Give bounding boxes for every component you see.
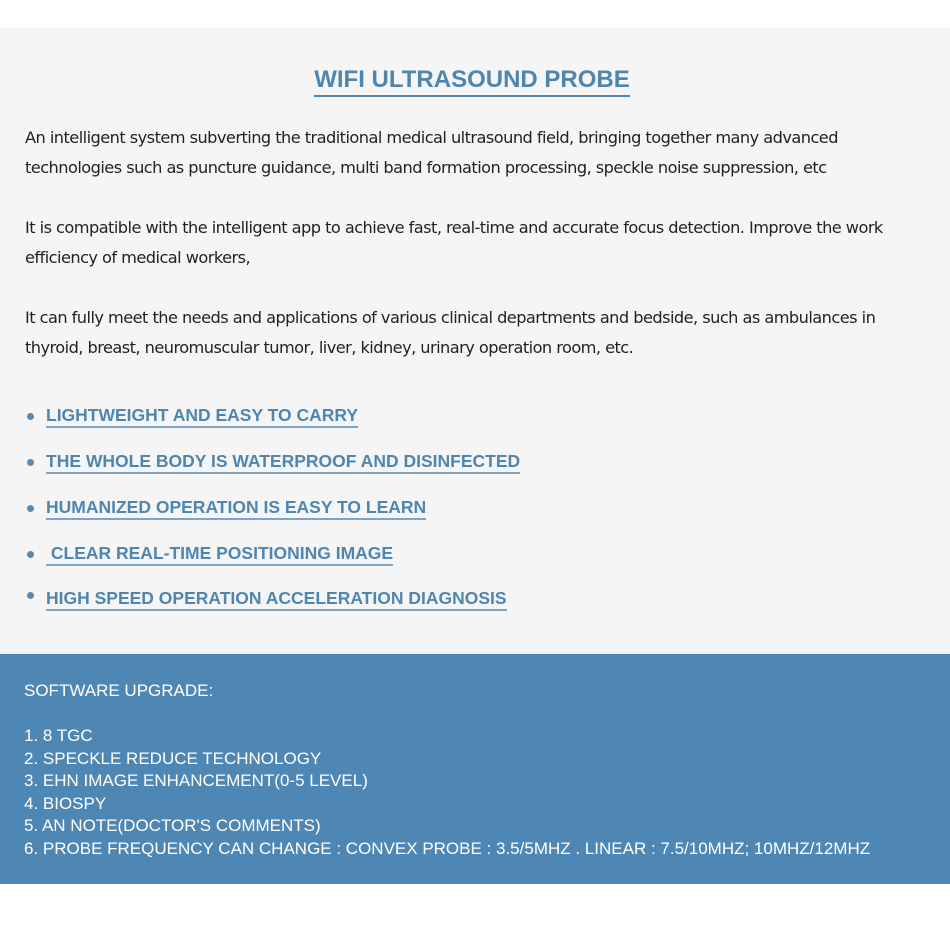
intro-paragraph-2: It is compatible with the intelligent app to achieve fast, real-time and accurate focus detection. Improve the work efficiency of medical workers,	[25, 218, 883, 267]
bullet-dot-icon	[27, 459, 34, 466]
bullet-dot-icon	[27, 413, 34, 420]
feature-item	[27, 584, 507, 614]
intro-paragraph-3: It can fully meet the needs and applications of various clinical departments and bedside, such as ambulances in thyroid, breast, neuromuscular tumor, liver, kidney, urinary operation room, etc.	[25, 308, 876, 357]
bullet-dot-icon	[27, 592, 34, 599]
software-item: 2. SPECKLE REDUCE TECHNOLOGY	[24, 748, 322, 768]
bullet-dot-icon	[27, 505, 34, 512]
feature-label: LIGHTWEIGHT AND EASY TO CARRY	[46, 405, 358, 428]
intro-paragraph-1: An intelligent system subverting the traditional medical ultrasound field, bringing together many advanced technologies such as puncture guidance, multi band formation processing, speckle noise suppression, etc	[25, 128, 838, 177]
bullet-dot-icon	[27, 551, 34, 558]
feature-label: HUMANIZED OPERATION IS EASY TO LEARN	[46, 497, 426, 520]
software-upgrade-heading: SOFTWARE UPGRADE:	[24, 681, 214, 700]
software-item: 5. AN NOTE(DOCTOR'S COMMENTS)	[24, 816, 321, 835]
page-title	[0, 66, 944, 94]
software-item: 6. PROBE FREQUENCY CAN CHANGE : CONVEX PROBE : 3.5/5MHZ . LINEAR : 7.5/10MHZ; 10MHZ/12MHZ	[24, 838, 871, 858]
software-upgrade-list	[24, 725, 870, 860]
software-item: 4. BIOSPY	[24, 793, 107, 813]
feature-item	[27, 447, 520, 477]
feature-item	[27, 539, 393, 569]
software-item: 1. 8 TGC	[24, 726, 93, 745]
software-item: 3. EHN IMAGE ENHANCEMENT(0-5 LEVEL)	[24, 771, 368, 790]
page-title-text: WIFI ULTRASOUND PROBE	[314, 66, 630, 97]
feature-item	[27, 401, 358, 431]
feature-item	[27, 493, 426, 523]
feature-label: THE WHOLE BODY IS WATERPROOF AND DISINFECTED	[46, 451, 520, 474]
feature-label: CLEAR REAL-TIME POSITIONING IMAGE	[46, 543, 393, 566]
feature-label: HIGH SPEED OPERATION ACCELERATION DIAGNOSIS	[46, 588, 507, 611]
